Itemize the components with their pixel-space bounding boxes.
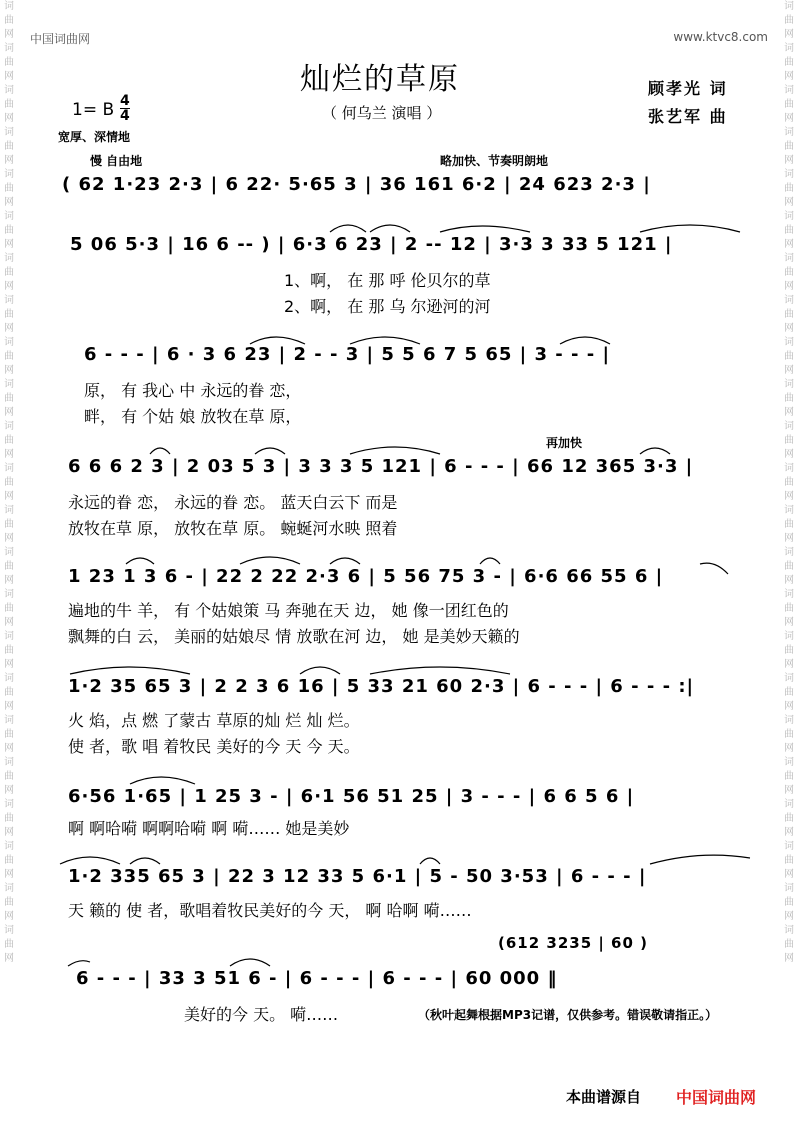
side-watermark-left: [2, 0, 16, 1132]
watermark-char: 词: [784, 379, 794, 390]
watermark-char: 网: [4, 155, 14, 166]
watermark-char: 曲: [784, 267, 794, 278]
watermark-char: 词: [784, 421, 794, 432]
watermark-char: 网: [4, 323, 14, 334]
watermark-char: 网: [784, 911, 794, 922]
watermark-char: 词: [784, 841, 794, 852]
watermark-char: 曲: [784, 855, 794, 866]
notation-row-2: 5 06 5·3 | 16 6 -- ) | 6·3 6 23 | 2 -- 12 | 3·3 3 33 5 121 |: [70, 234, 673, 255]
watermark-char: 词: [784, 295, 794, 306]
watermark-char: 网: [784, 953, 794, 964]
side-watermark-right: [782, 0, 796, 1132]
watermark-char: 网: [4, 743, 14, 754]
watermark-char: 曲: [784, 225, 794, 236]
watermark-char: 网: [4, 659, 14, 670]
watermark-char: 曲: [784, 393, 794, 404]
watermark-char: 词: [784, 337, 794, 348]
watermark-char: 词: [784, 757, 794, 768]
lyric-row-2-verse-1: 1、啊， 在 那 呼 伦贝尔的草: [284, 271, 491, 290]
notation-row-9-intro: (612 3235 | 60 ): [498, 934, 649, 952]
watermark-char: 网: [4, 911, 14, 922]
watermark-char: 曲: [784, 99, 794, 110]
watermark-char: 曲: [4, 813, 14, 824]
watermark-char: 词: [4, 211, 14, 222]
watermark-char: 曲: [4, 393, 14, 404]
watermark-char: 网: [784, 365, 794, 376]
watermark-char: 词: [4, 547, 14, 558]
watermark-char: 曲: [784, 141, 794, 152]
watermark-char: 网: [4, 29, 14, 40]
watermark-char: 曲: [784, 309, 794, 320]
watermark-char: 曲: [4, 855, 14, 866]
watermark-char: 曲: [4, 99, 14, 110]
watermark-char: 网: [4, 365, 14, 376]
watermark-char: 网: [4, 113, 14, 124]
watermark-char: 曲: [4, 645, 14, 656]
watermark-char: 词: [4, 841, 14, 852]
watermark-char: 曲: [4, 351, 14, 362]
watermark-char: 网: [784, 323, 794, 334]
watermark-char: 网: [4, 575, 14, 586]
watermark-char: 曲: [4, 15, 14, 26]
notation-row-5: 1 23 1 3 6 - | 22 2 22 2·3 6 | 5 56 75 3 - | 6·6 66 55 6 |: [68, 566, 664, 587]
watermark-char: 网: [784, 407, 794, 418]
notation-row-7: 6·56 1·65 | 1 25 3 - | 6·1 56 51 25 | 3 - - - | 6 6 5 6 |: [68, 786, 635, 807]
watermark-char: 词: [4, 631, 14, 642]
key-signature: 1= B: [72, 100, 115, 120]
watermark-char: 网: [4, 827, 14, 838]
lyric-row-3-verse-1: 原， 有 我心 中 永远的眷 恋，: [84, 381, 302, 400]
watermark-char: 曲: [4, 561, 14, 572]
watermark-char: 词: [4, 925, 14, 936]
lyric-row-2-verse-2: 2、啊， 在 那 乌 尔逊河的河: [284, 297, 491, 316]
watermark-char: 网: [4, 239, 14, 250]
lyric-row-4-verse-2: 放牧在草 原， 放牧在草 原。 蜿蜒河水映 照着: [68, 519, 398, 538]
watermark-char: 网: [4, 197, 14, 208]
watermark-char: 曲: [4, 519, 14, 530]
watermark-char: 曲: [784, 897, 794, 908]
watermark-char: 词: [784, 1, 794, 12]
singer-line: （ 何乌兰 演唱 ）: [322, 104, 442, 122]
watermark-char: 词: [784, 211, 794, 222]
footer-site-link[interactable]: 中国词曲网: [676, 1088, 757, 1107]
watermark-char: 曲: [4, 477, 14, 488]
watermark-char: 曲: [784, 771, 794, 782]
expression-mark: 宽厚、深情地: [58, 130, 131, 144]
watermark-char: 词: [4, 253, 14, 264]
footer-label: 本曲谱源自: [566, 1088, 642, 1106]
watermark-char: 词: [784, 43, 794, 54]
watermark-char: 曲: [784, 183, 794, 194]
watermark-char: 曲: [784, 687, 794, 698]
watermark-char: 词: [784, 169, 794, 180]
watermark-char: 曲: [4, 729, 14, 740]
watermark-char: 曲: [4, 687, 14, 698]
watermark-char: 词: [4, 379, 14, 390]
lyric-row-8: 天 籁的 使 者，歌唱着牧民美好的今 天， 啊 哈啊 嗬……: [68, 901, 472, 920]
tempo-mark-2: 略加快、节奏明朗地: [440, 154, 549, 168]
watermark-char: 词: [784, 799, 794, 810]
watermark-char: 词: [4, 421, 14, 432]
watermark-char: 词: [784, 883, 794, 894]
lyric-row-6-verse-1: 火 焰，点 燃 了蒙古 草原的灿 烂 灿 烂。: [68, 711, 360, 730]
watermark-char: 词: [4, 715, 14, 726]
watermark-char: 曲: [784, 477, 794, 488]
watermark-char: 曲: [784, 57, 794, 68]
lyric-row-5-verse-2: 飘舞的白 云， 美丽的姑娘尽 情 放歌在河 边， 她 是美妙天籁的: [68, 627, 520, 646]
watermark-char: 网: [4, 533, 14, 544]
lyric-row-10: 美好的今 天。 嗬……: [184, 1005, 339, 1024]
watermark-char: 网: [784, 743, 794, 754]
watermark-char: 词: [4, 673, 14, 684]
lyric-row-3-verse-2: 畔， 有 个姑 娘 放牧在草 原，: [84, 407, 302, 426]
watermark-char: 词: [784, 715, 794, 726]
composer: 张艺军 曲: [648, 107, 728, 126]
watermark-char: 网: [784, 197, 794, 208]
watermark-char: 词: [4, 757, 14, 768]
watermark-char: 网: [784, 71, 794, 82]
watermark-char: 网: [4, 617, 14, 628]
notation-row-4: 6 6 6 2 3 | 2 03 5 3 | 3 3 3 5 121 | 6 - - - | 66 12 365 3·3 |: [68, 456, 694, 477]
watermark-char: 词: [4, 1, 14, 12]
watermark-char: 词: [784, 85, 794, 96]
watermark-char: 网: [784, 701, 794, 712]
watermark-char: 曲: [784, 939, 794, 950]
watermark-char: 词: [4, 505, 14, 516]
watermark-char: 网: [784, 449, 794, 460]
tempo-mark-1: 慢 自由地: [90, 154, 143, 168]
watermark-char: 词: [784, 505, 794, 516]
site-name-left: 中国词曲网: [30, 32, 91, 46]
watermark-char: 词: [4, 43, 14, 54]
watermark-char: 网: [784, 659, 794, 670]
watermark-char: 词: [784, 547, 794, 558]
watermark-char: 曲: [4, 603, 14, 614]
lyric-row-5-verse-1: 遍地的牛 羊， 有 个姑娘策 马 奔驰在天 边， 她 像一团红色的: [68, 601, 509, 620]
watermark-char: 网: [784, 533, 794, 544]
watermark-char: 曲: [4, 57, 14, 68]
tempo-mark-3: 再加快: [546, 436, 583, 450]
lyricist: 顾孝光 词: [648, 79, 728, 98]
time-signature: 4 4: [120, 93, 130, 124]
notation-row-1: ( 62 1·23 2·3 | 6 22· 5·65 3 | 36 161 6·2 | 24 623 2·3 |: [62, 174, 651, 195]
watermark-char: 词: [4, 85, 14, 96]
watermark-char: 曲: [784, 813, 794, 824]
watermark-char: 词: [784, 925, 794, 936]
watermark-char: 网: [4, 281, 14, 292]
notation-row-3: 6 - - - | 6 · 3 6 23 | 2 - - 3 | 5 5 6 7 5 65 | 3 - - - |: [84, 344, 611, 365]
watermark-char: 网: [784, 239, 794, 250]
watermark-char: 网: [784, 491, 794, 502]
watermark-char: 词: [784, 673, 794, 684]
watermark-char: 网: [784, 281, 794, 292]
watermark-char: 网: [784, 155, 794, 166]
watermark-char: 曲: [784, 15, 794, 26]
watermark-char: 词: [4, 127, 14, 138]
lyric-row-4-verse-1: 永远的眷 恋， 永远的眷 恋。 蓝天白云下 而是: [68, 493, 398, 512]
watermark-char: 曲: [4, 225, 14, 236]
watermark-char: 曲: [4, 435, 14, 446]
watermark-char: 词: [4, 337, 14, 348]
watermark-char: 词: [784, 589, 794, 600]
watermark-char: 网: [784, 869, 794, 880]
watermark-char: 网: [4, 491, 14, 502]
watermark-char: 网: [4, 449, 14, 460]
song-title: 灿烂的草原: [300, 62, 460, 97]
watermark-char: 网: [784, 575, 794, 586]
watermark-char: 词: [784, 253, 794, 264]
watermark-char: 曲: [4, 897, 14, 908]
watermark-char: 曲: [784, 351, 794, 362]
notation-row-6: 1·2 35 65 3 | 2 2 3 6 16 | 5 33 21 60 2·3 | 6 - - - | 6 - - - :|: [68, 676, 695, 697]
watermark-char: 网: [4, 71, 14, 82]
watermark-char: 曲: [4, 267, 14, 278]
watermark-char: 词: [4, 589, 14, 600]
watermark-char: 词: [4, 883, 14, 894]
watermark-char: 网: [784, 827, 794, 838]
watermark-char: 词: [4, 295, 14, 306]
watermark-char: 网: [4, 953, 14, 964]
watermark-char: 曲: [4, 183, 14, 194]
watermark-char: 词: [784, 127, 794, 138]
watermark-char: 曲: [784, 519, 794, 530]
watermark-char: 曲: [784, 561, 794, 572]
watermark-char: 曲: [4, 771, 14, 782]
transcription-note: （秋叶起舞根据MP3记谱，仅供参考。错误敬请指正。）: [418, 1008, 718, 1022]
watermark-char: 曲: [4, 939, 14, 950]
watermark-char: 词: [784, 463, 794, 474]
watermark-char: 词: [4, 169, 14, 180]
watermark-char: 曲: [784, 645, 794, 656]
lyric-row-6-verse-2: 使 者，歌 唱 着牧民 美好的今 天 今 天。: [68, 737, 360, 756]
watermark-char: 网: [4, 785, 14, 796]
watermark-char: 网: [784, 617, 794, 628]
watermark-char: 曲: [784, 729, 794, 740]
lyric-row-7: 啊 啊哈嗬 啊啊哈嗬 啊 嗬…… 她是美妙: [68, 819, 350, 838]
notation-row-8: 1·2 335 65 3 | 22 3 12 33 5 6·1 | 5 - 50 3·53 | 6 - - - |: [68, 866, 647, 887]
watermark-char: 曲: [784, 435, 794, 446]
watermark-char: 网: [784, 785, 794, 796]
watermark-char: 词: [784, 631, 794, 642]
watermark-char: 网: [4, 701, 14, 712]
watermark-char: 词: [4, 799, 14, 810]
watermark-char: 曲: [784, 603, 794, 614]
site-url-right: www.ktvc8.com: [673, 30, 768, 44]
watermark-char: 网: [4, 407, 14, 418]
watermark-char: 网: [784, 113, 794, 124]
notation-row-10: 6 - - - | 33 3 51 6 - | 6 - - - | 6 - - - | 60 000 ‖: [76, 968, 558, 989]
watermark-char: 曲: [4, 141, 14, 152]
watermark-char: 网: [784, 29, 794, 40]
watermark-char: 网: [4, 869, 14, 880]
watermark-char: 曲: [4, 309, 14, 320]
watermark-char: 词: [4, 463, 14, 474]
